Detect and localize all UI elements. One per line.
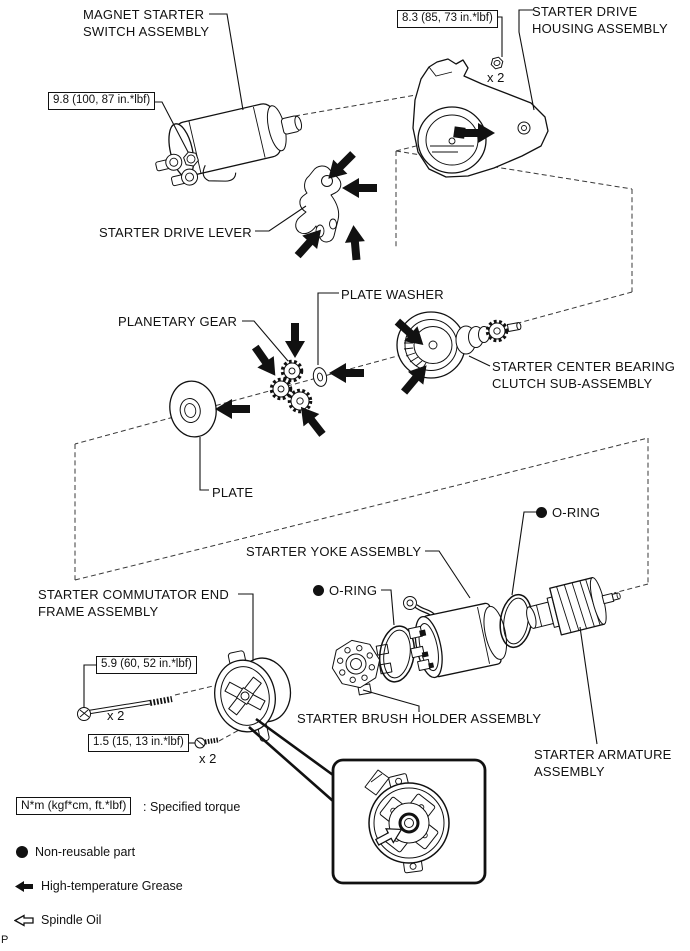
label-center-bearing-clutch xyxy=(492,358,675,392)
label-line: STARTER DRIVE xyxy=(532,4,638,19)
label-oring-upper xyxy=(536,504,600,521)
label-line: STARTER YOKE ASSEMBLY xyxy=(246,544,422,559)
label-line: STARTER COMMUTATOR END xyxy=(38,587,229,602)
legend-non-reusable xyxy=(16,845,135,859)
label-line: ASSEMBLY xyxy=(534,764,605,779)
label-line: PLATE xyxy=(212,485,254,500)
label-armature xyxy=(534,746,672,780)
label-drive-housing xyxy=(532,3,668,37)
planetary-gears-drawing xyxy=(272,362,328,411)
inset-detail-callout xyxy=(249,719,485,883)
direction-arrow-icon xyxy=(343,224,366,261)
label-line: MAGNET STARTER xyxy=(83,7,205,22)
quantity-housing-nut: x 2 xyxy=(487,70,505,85)
direction-arrow-icon xyxy=(247,341,283,381)
end-frame-screw-drawing xyxy=(195,738,218,748)
legend-text: Spindle Oil xyxy=(41,913,102,927)
torque-spec-end-frame-screw: 1.5 (15, 13 in.*lbf) xyxy=(88,734,189,752)
label-brush-holder xyxy=(297,710,541,727)
torque-spec-through-bolt: 5.9 (60, 52 in.*lbf) xyxy=(96,656,197,674)
housing-nut-drawing xyxy=(490,56,504,69)
grease-arrow-icon xyxy=(14,880,34,893)
yoke-drawing xyxy=(404,597,512,682)
label-plate xyxy=(212,484,253,501)
label-magnet-starter-switch xyxy=(83,6,209,40)
legend-text: Non-reusable part xyxy=(35,845,136,859)
legend-spindle-oil xyxy=(14,913,101,927)
label-line: STARTER ARMATURE xyxy=(534,747,672,762)
non-reusable-bullet-icon xyxy=(536,507,547,518)
label-line: O-RING xyxy=(552,505,601,520)
direction-arrow-icon xyxy=(215,399,250,419)
torque-spec-housing-nut: 8.3 (85, 73 in.*lbf) xyxy=(397,10,498,28)
label-drive-lever xyxy=(99,224,252,241)
label-line: CLUTCH SUB-ASSEMBLY xyxy=(492,376,653,391)
plate-washer-drawing xyxy=(312,366,329,387)
direction-arrow-icon xyxy=(329,363,364,383)
label-planetary-gear xyxy=(118,313,237,330)
label-line: SWITCH ASSEMBLY xyxy=(83,24,210,39)
direction-arrow-icon xyxy=(342,178,377,198)
legend-grease xyxy=(14,879,183,893)
label-line: FRAME ASSEMBLY xyxy=(38,604,159,619)
label-line: O-RING xyxy=(329,583,378,598)
legend-torque-description: : Specified torque xyxy=(143,800,241,814)
spindle-oil-arrow-icon xyxy=(14,914,34,927)
label-line: PLATE WASHER xyxy=(341,287,444,302)
torque-spec-switch-nut: 9.8 (100, 87 in.*lbf) xyxy=(48,92,155,110)
label-plate-washer xyxy=(341,286,444,303)
label-yoke xyxy=(246,543,421,560)
magnet-starter-switch-drawing xyxy=(148,96,310,196)
non-reusable-bullet-icon xyxy=(313,585,324,596)
legend-torque-symbol: N*m (kgf*cm, ft.*lbf) xyxy=(16,797,131,815)
page-footer-mark: P xyxy=(1,934,9,946)
label-line: PLANETARY GEAR xyxy=(118,314,238,329)
label-commutator-end-frame xyxy=(38,586,229,620)
direction-arrow-icon xyxy=(285,323,305,358)
label-line: STARTER DRIVE LEVER xyxy=(99,225,252,240)
through-bolt-drawing xyxy=(78,699,173,721)
label-line: HOUSING ASSEMBLY xyxy=(532,21,668,36)
label-line: STARTER BRUSH HOLDER ASSEMBLY xyxy=(297,711,542,726)
plate-drawing xyxy=(165,377,220,440)
armature-drawing xyxy=(522,572,626,642)
non-reusable-bullet-icon xyxy=(16,846,28,858)
legend-text: High-temperature Grease xyxy=(41,879,183,893)
label-oring-lower xyxy=(313,582,377,599)
quantity-end-frame-screw: x 2 xyxy=(199,751,217,766)
label-line: STARTER CENTER BEARING xyxy=(492,359,676,374)
quantity-through-bolt: x 2 xyxy=(107,708,125,723)
